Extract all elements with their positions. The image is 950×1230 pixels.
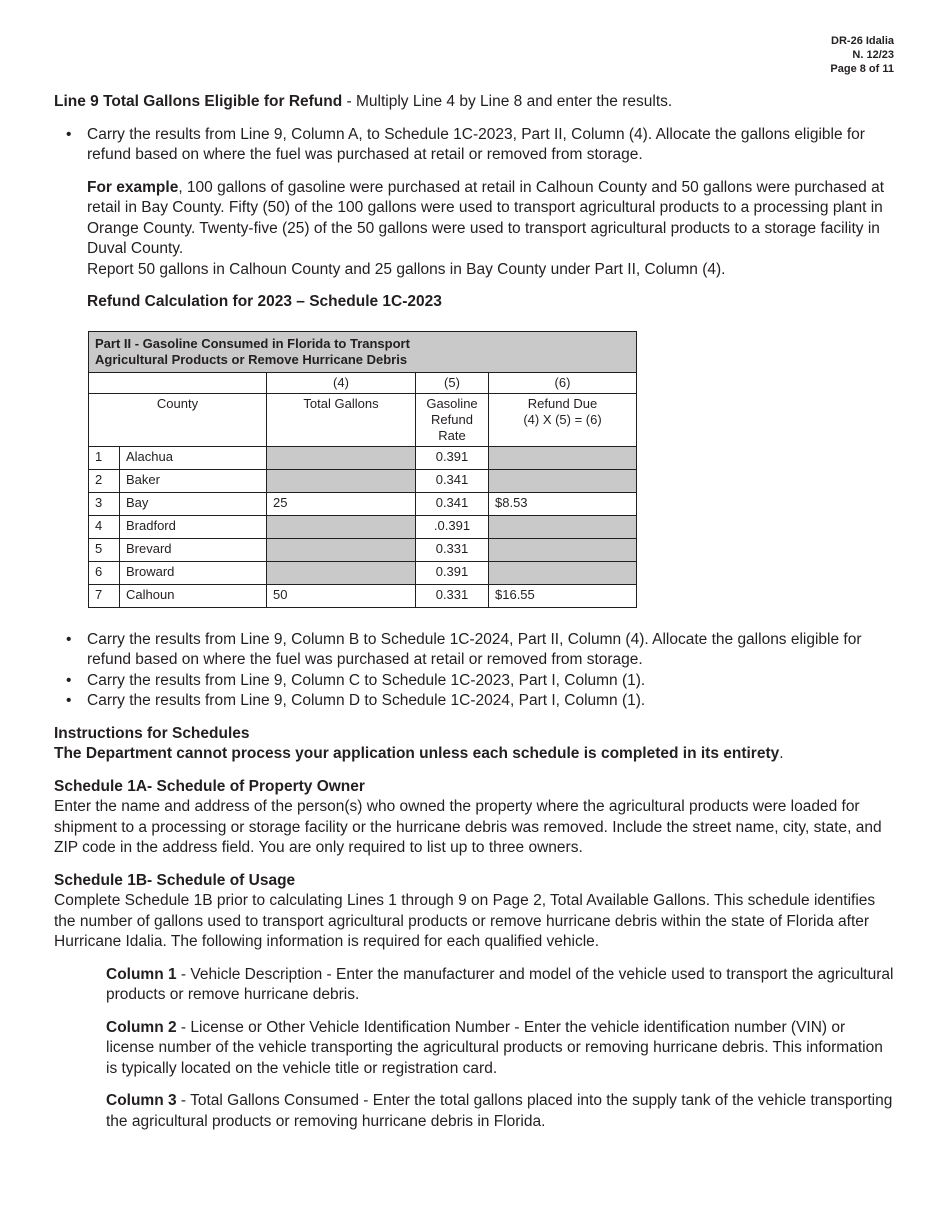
row-gallons	[267, 561, 416, 584]
row-number: 5	[89, 538, 120, 561]
form-number: DR-26 Idalia	[831, 35, 894, 47]
row-county: Baker	[120, 469, 267, 492]
row-due	[489, 515, 637, 538]
schedule-1b-title	[54, 871, 894, 892]
row-due: $16.55	[489, 584, 637, 607]
row-due	[489, 538, 637, 561]
row-county: Calhoun	[120, 584, 267, 607]
line9-paragraph	[54, 92, 894, 113]
header-due-line2: (4) X (5) = (6)	[523, 411, 602, 427]
table-title-line2: Agricultural Products or Remove Hurricane Debris	[95, 351, 408, 367]
row-county: Alachua	[120, 446, 267, 469]
example-text: , 100 gallons of gasoline were purchased at retail in Calhoun County and 50 gallons were purchased at retail in Bay County. Fifty (50) of the 100 gallons were used to transport agricultural products to a processing plant in Orange County. Twenty-five (25) of the 50 gallons were used to transport agricultural products to a storage facility in Duval County.	[87, 178, 885, 257]
schedule-1a-text: Enter the name and address of the person(s) who owned the property where the agricultural products were loaded for shipment to a processing or storage facility or the hurricane debris was removed. Include the street name, city, state, and ZIP code in the address field. You are only required to list up to three owners.	[54, 798, 882, 856]
column-2-paragraph	[54, 1018, 894, 1080]
instructions-title-text: Instructions for Schedules	[54, 724, 250, 742]
table-title	[89, 331, 637, 372]
bullet-dot: •	[66, 692, 72, 709]
page-number: Page 8 of 11	[830, 63, 894, 75]
column-1-label: Column 1	[106, 965, 177, 983]
column-header-row	[89, 393, 637, 446]
header-rate-line3: Rate	[438, 427, 466, 443]
blank-cell	[89, 372, 267, 393]
schedule-1a-title	[54, 777, 894, 798]
column-3-paragraph	[54, 1091, 894, 1132]
bullet-column-a	[54, 125, 894, 166]
row-county: Brevard	[120, 538, 267, 561]
bullet-column-d	[54, 691, 894, 712]
column-1-text: - Vehicle Description - Enter the manufacturer and model of the vehicle used to transport the agricultural products or remove hurricane debris.	[106, 965, 894, 1003]
row-number: 6	[89, 561, 120, 584]
row-number: 2	[89, 469, 120, 492]
column-1-paragraph	[54, 965, 894, 1006]
schedule-1a-title-text: Schedule 1A- Schedule of Property Owner	[54, 777, 365, 795]
schedule-1b-title-text: Schedule 1B- Schedule of Usage	[54, 871, 296, 889]
example-paragraph	[87, 178, 894, 260]
row-gallons	[267, 515, 416, 538]
col-num-6: (6)	[489, 372, 637, 393]
example-report: Report 50 gallons in Calhoun County and 25 gallons in Bay County under Part II, Column (4).	[87, 260, 726, 278]
row-county: Broward	[120, 561, 267, 584]
header-rate-line1: Gasoline	[426, 395, 478, 411]
header-rate-line2: Refund	[431, 411, 473, 427]
row-gallons	[267, 446, 416, 469]
table-row	[89, 584, 637, 607]
bullet-column-d-text: Carry the results from Line 9, Column D to Schedule 1C-2024, Part I, Column (1).	[87, 692, 646, 709]
row-rate: 0.331	[416, 584, 489, 607]
col-num-4: (4)	[267, 372, 416, 393]
instructions-warning-text: The Department cannot process your application unless each schedule is completed in its entirety	[54, 745, 780, 762]
schedule-1b-text: Complete Schedule 1B prior to calculating Lines 1 through 9 on Page 2, Total Available Gallons. This schedule identifies the number of gallons used to transport agricultural products or remove hurricane debris within the state of Florida after Hurricane Idalia. The following information is required for each qualified vehicle.	[54, 892, 876, 950]
header-refund-due	[489, 393, 637, 446]
row-number: 3	[89, 492, 120, 515]
main-content	[54, 92, 894, 1132]
row-rate: 0.341	[416, 492, 489, 515]
row-rate: .0.391	[416, 515, 489, 538]
page-header	[830, 34, 894, 76]
column-number-row	[89, 372, 637, 393]
row-county: Bradford	[120, 515, 267, 538]
refund-heading	[54, 292, 894, 313]
column-3-label: Column 3	[106, 1092, 177, 1109]
row-gallons	[267, 469, 416, 492]
instructions-warning	[54, 744, 894, 765]
header-total-gallons: Total Gallons	[267, 393, 416, 446]
row-number: 7	[89, 584, 120, 607]
column-2-text: - License or Other Vehicle Identification Number - Enter the vehicle identification number (VIN) or license number of the vehicle transporting the agricultural products or removing hurricane debris. This information is typically located on the vehicle title or registration card.	[106, 1018, 883, 1077]
row-number: 4	[89, 515, 120, 538]
header-due-line1: Refund Due	[527, 395, 598, 411]
table-row	[89, 492, 637, 515]
row-rate: 0.341	[416, 469, 489, 492]
bullet-column-b-text: Carry the results from Line 9, Column B to Schedule 1C-2024, Part II, Column (4). Allocate the gallons eligible for refund based on where the fuel was purchased at retail or removed from storage.	[87, 630, 862, 668]
row-due: $8.53	[489, 492, 637, 515]
bullet-column-b	[54, 630, 894, 671]
instructions-title	[54, 724, 894, 745]
column-2-label: Column 2	[106, 1018, 177, 1036]
line9-text: - Multiply Line 4 by Line 8 and enter the results.	[342, 93, 673, 110]
row-gallons: 25	[267, 492, 416, 515]
row-gallons: 50	[267, 584, 416, 607]
table-title-line1: Part II - Gasoline Consumed in Florida to Transport	[95, 335, 410, 351]
bullet-dot: •	[66, 671, 72, 689]
table-row	[89, 515, 637, 538]
row-rate: 0.391	[416, 561, 489, 584]
row-number: 1	[89, 446, 120, 469]
row-due	[489, 469, 637, 492]
bullet-column-a-text: Carry the results from Line 9, Column A, to Schedule 1C-2023, Part II, Column (4). Allocate the gallons eligible for refund based on where the fuel was purchased at retail or removed from storage.	[87, 125, 865, 163]
row-due	[489, 446, 637, 469]
table-row	[89, 469, 637, 492]
row-gallons	[267, 538, 416, 561]
schedule-1c-table	[88, 331, 637, 608]
row-rate: 0.331	[416, 538, 489, 561]
header-county: County	[89, 393, 267, 446]
col-num-5: (5)	[416, 372, 489, 393]
row-county: Bay	[120, 492, 267, 515]
table-row	[89, 538, 637, 561]
table-row	[89, 561, 637, 584]
form-revision: N. 12/23	[852, 49, 894, 61]
example-block	[54, 178, 894, 281]
bullet-dot: •	[66, 125, 72, 143]
row-due	[489, 561, 637, 584]
refund-heading-text: Refund Calculation for 2023 – Schedule 1C-2023	[87, 293, 442, 310]
line9-title: Line 9 Total Gallons Eligible for Refund	[54, 93, 343, 110]
table-row	[89, 446, 637, 469]
table-title-row	[89, 331, 637, 372]
example-lead: For example	[87, 178, 179, 196]
header-refund-rate	[416, 393, 489, 446]
column-3-text: - Total Gallons Consumed - Enter the total gallons placed into the supply tank of the vehicle transporting the agricultural products or removing hurricane debris in Florida.	[106, 1092, 893, 1130]
row-rate: 0.391	[416, 446, 489, 469]
instructions-warning-end: .	[779, 745, 784, 762]
bullet-column-c	[54, 671, 894, 692]
bullet-column-c-text: Carry the results from Line 9, Column C to Schedule 1C-2023, Part I, Column (1).	[87, 671, 646, 689]
bullet-dot: •	[66, 630, 72, 648]
